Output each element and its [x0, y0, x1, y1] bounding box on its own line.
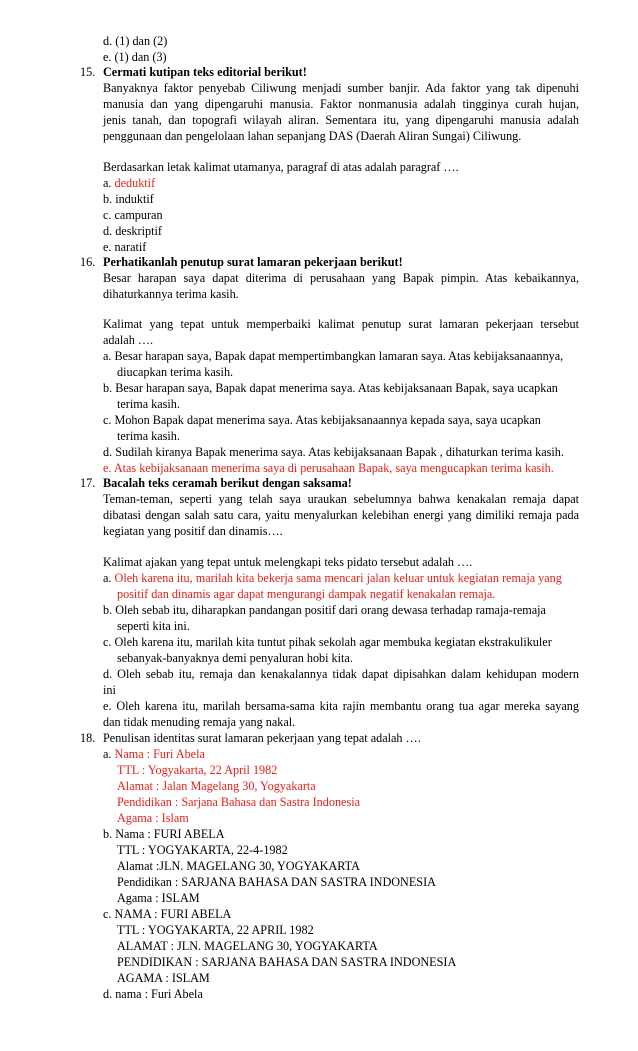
option-prefix: a. [103, 747, 115, 761]
passage-line: jenis tanah, dan topografi wilayah aliran. Sementara itu, yang dipengaruhi manusia adalah [103, 113, 579, 127]
identity-line: Pendidikan : SARJANA BAHASA DAN SASTRA INDONESIA [117, 875, 436, 889]
option-b-cont: terima kasih. [117, 397, 180, 411]
prev-option-d: d. (1) dan (2) [103, 34, 168, 48]
passage-line: dihaturkannya terima kasih. [103, 287, 239, 301]
option-d: d. Oleh sebab itu, remaja dan kenakalannya tidak dapat dipisahkan dalam kehidupan modern [103, 667, 579, 681]
question-text: Kalimat yang tepat untuk memperbaiki kalimat penutup surat lamaran pekerjaan tersebut [103, 317, 579, 331]
passage-line: manusia dan yang dipengaruhi manusia. Faktor nonmanusia adalah tingginya curah hujan, [103, 97, 579, 111]
identity-line: TTL : Yogyakarta, 22 April 1982 [117, 763, 278, 777]
option-prefix: a. [103, 176, 115, 190]
option-b-cont: seperti kita ini. [117, 619, 190, 633]
option-b: b. Oleh sebab itu, diharapkan pandangan positif dari orang dewasa terhadap ramaja-remaja [103, 603, 546, 617]
identity-line: Agama : ISLAM [117, 891, 200, 905]
question-instruction: Bacalah teks ceramah berikut dengan saksama! [103, 476, 352, 490]
option-b: b. induktif [103, 192, 154, 206]
identity-line: ALAMAT : JLN. MAGELANG 30, YOGYAKARTA [117, 939, 378, 953]
option-c: c. Mohon Bapak dapat menerima saya. Atas kebijaksanaannya kepada saya, saya ucapkan [103, 413, 541, 427]
passage-line: dibatasi dengan salah satu cara, yaitu menyalurkan kelebihan energi yang dimiliki remaja pada [103, 508, 579, 522]
option-a-answer [103, 571, 562, 586]
option-b [103, 827, 225, 842]
question-text: Penulisan identitas surat lamaran pekerjaan yang tepat adalah …. [103, 731, 421, 745]
option-c: c. campuran [103, 208, 163, 222]
question-instruction: Cermati kutipan teks editorial berikut! [103, 65, 307, 79]
question-text: Berdasarkan letak kalimat utamanya, paragraf di atas adalah paragraf …. [103, 160, 459, 174]
passage-line: Banyaknya faktor penyebab Ciliwung menjadi sumber banjir. Ada faktor yang tak dipenuhi [103, 81, 579, 95]
identity-line: Agama : Islam [117, 811, 189, 825]
identity-line: PENDIDIKAN : SARJANA BAHASA DAN SASTRA INDONESIA [117, 955, 457, 969]
identity-line: Nama : FURI ABELA [115, 827, 225, 841]
option-a-cont: diucapkan terima kasih. [117, 365, 234, 379]
identity-line: TTL : YOGYAKARTA, 22-4-1982 [117, 843, 288, 857]
option-d: d. Sudilah kiranya Bapak menerima saya. Atas kebijaksanaan Bapak , dihaturkan terima kasih. [103, 445, 564, 459]
question-instruction: Perhatikanlah penutup surat lamaran pekerjaan berikut! [103, 255, 403, 269]
option-d-cont: ini [103, 683, 116, 697]
question-text: Kalimat ajakan yang tepat untuk melengkapi teks pidato tersebut adalah …. [103, 555, 473, 569]
option-d: d. deskriptif [103, 224, 162, 238]
identity-line: AGAMA : ISLAM [117, 971, 210, 985]
question-number: 18. [80, 731, 96, 745]
identity-line: NAMA : FURI ABELA [114, 907, 232, 921]
option-e: e. naratif [103, 240, 147, 254]
question-number: 15. [80, 65, 96, 79]
prev-option-e: e. (1) dan (3) [103, 50, 167, 64]
identity-line: Nama : Furi Abela [114, 747, 205, 761]
identity-line: Alamat : Jalan Magelang 30, Yogyakarta [117, 779, 316, 793]
option-a-answer [103, 747, 205, 762]
passage-line: Besar harapan saya dapat diterima di perusahaan yang Bapak pimpin. Atas kebaikannya, [103, 271, 579, 285]
option-e-cont: dan tidak menuding remaja yang nakal. [103, 715, 296, 729]
option-prefix: b. [103, 827, 116, 841]
option-prefix: c. [103, 907, 115, 921]
passage-line: Teman-teman, seperti yang telah saya uraukan sebelumnya bahwa kenakalan remaja dapat [103, 492, 579, 506]
question-text: adalah …. [103, 333, 154, 347]
identity-line: Pendidikan : Sarjana Bahasa dan Sastra Indonesia [117, 795, 361, 809]
passage-line: penggunaan dan pengelolaan lahan sepanjang DAS (Daerah Aliran Sungai) Ciliwung. [103, 129, 522, 143]
option-a [103, 176, 155, 191]
passage-line: kegiatan yang positif dan dinamis…. [103, 524, 283, 538]
option-c [103, 907, 231, 922]
option-c: c. Oleh karena itu, marilah kita tuntut pihak sekolah agar membuka kegiatan ekstrakulikuler [103, 635, 552, 649]
option-c-cont: sebanyak-banyaknya demi penyaluran hobi kita. [117, 651, 353, 665]
option-d: d. nama : Furi Abela [103, 987, 203, 1001]
option-e: e. Oleh karena itu, marilah bersama-sama kita rajin membantu orang tua agar mereka sayang [103, 699, 579, 713]
option-c-cont: terima kasih. [117, 429, 180, 443]
question-number: 16. [80, 255, 96, 269]
answer-key-text: Oleh karena itu, marilah kita bekerja sama mencari jalan keluar untuk kegiatan remaja yang [114, 571, 562, 585]
option-e-answer: e. Atas kebijaksanaan menerima saya di perusahaan Bapak, saya mengucapkan terima kasih. [103, 461, 554, 475]
identity-line: TTL : YOGYAKARTA, 22 APRIL 1982 [117, 923, 314, 937]
option-a: a. Besar harapan saya, Bapak dapat mempertimbangkan lamaran saya. Atas kebijaksanaannya, [103, 349, 564, 363]
answer-key-text: deduktif [114, 176, 156, 190]
identity-line: Alamat :JLN. MAGELANG 30, YOGYAKARTA [117, 859, 360, 873]
question-number: 17. [80, 476, 96, 490]
option-b: b. Besar harapan saya, Bapak dapat menerima saya. Atas kebijaksanaan Bapak, saya ucapkan [103, 381, 558, 395]
option-a-answer-cont: positif dan dinamis agar dapat mengurangi dampak negatif kenakalan remaja. [117, 587, 496, 601]
option-prefix: a. [103, 571, 115, 585]
